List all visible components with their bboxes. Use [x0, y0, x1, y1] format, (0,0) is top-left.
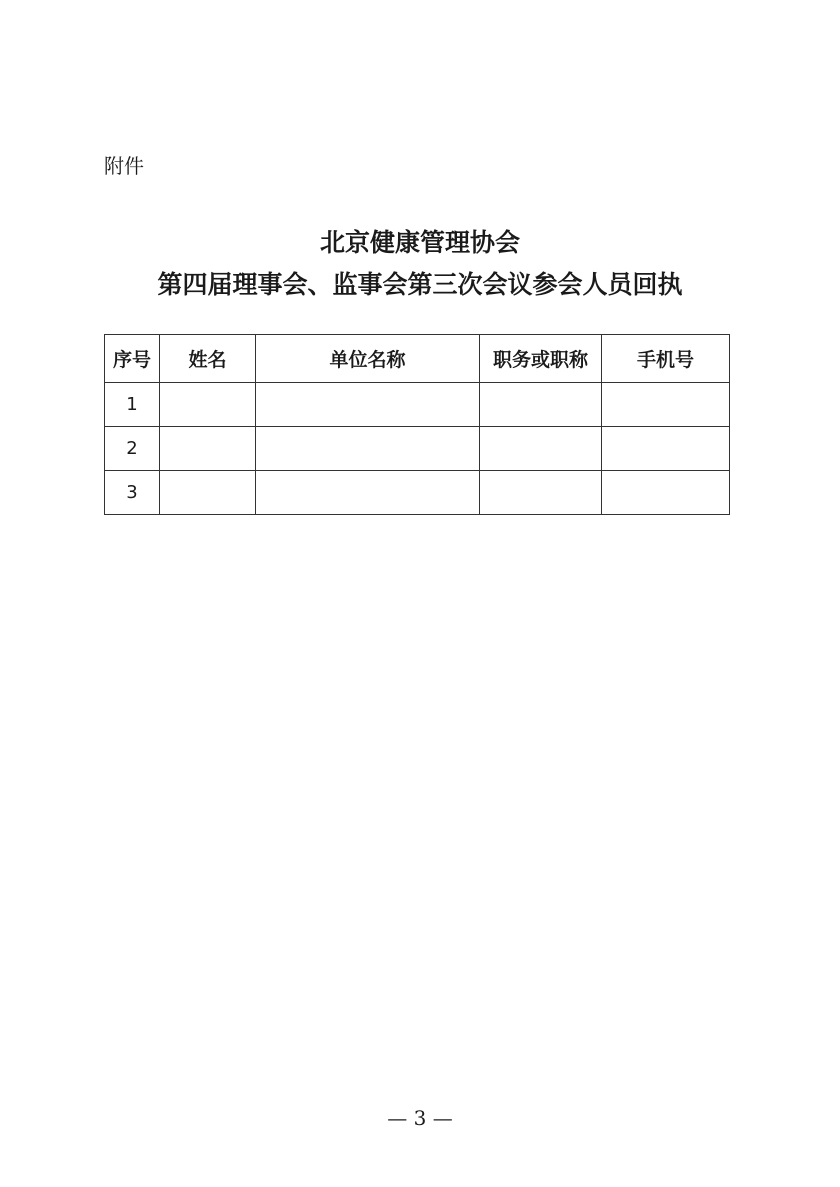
cell-position	[480, 383, 602, 427]
page-number: — 3 —	[387, 1106, 453, 1130]
cell-position	[480, 427, 602, 471]
cell-serial-number: 2	[105, 427, 160, 471]
cell-phone	[602, 427, 730, 471]
cell-organization	[256, 427, 480, 471]
cell-name	[160, 427, 256, 471]
attendee-reply-table	[104, 334, 730, 515]
cell-name	[160, 383, 256, 427]
header-phone: 手机号	[602, 335, 730, 383]
cell-phone	[602, 383, 730, 427]
cell-name	[160, 471, 256, 515]
header-serial-number: 序号	[105, 335, 160, 383]
table-row	[105, 471, 730, 515]
table-row	[105, 383, 730, 427]
cell-phone	[602, 471, 730, 515]
cell-organization	[256, 471, 480, 515]
header-organization: 单位名称	[256, 335, 480, 383]
header-position: 职务或职称	[480, 335, 602, 383]
table-header-row	[105, 335, 730, 383]
table-row	[105, 427, 730, 471]
attachment-label: 附件	[104, 154, 144, 178]
cell-position	[480, 471, 602, 515]
cell-organization	[256, 383, 480, 427]
cell-serial-number: 3	[105, 471, 160, 515]
cell-serial-number: 1	[105, 383, 160, 427]
header-name: 姓名	[160, 335, 256, 383]
document-subtitle: 第四届理事会、监事会第三次会议参会人员回执	[157, 270, 683, 299]
document-title: 北京健康管理协会	[319, 228, 520, 257]
